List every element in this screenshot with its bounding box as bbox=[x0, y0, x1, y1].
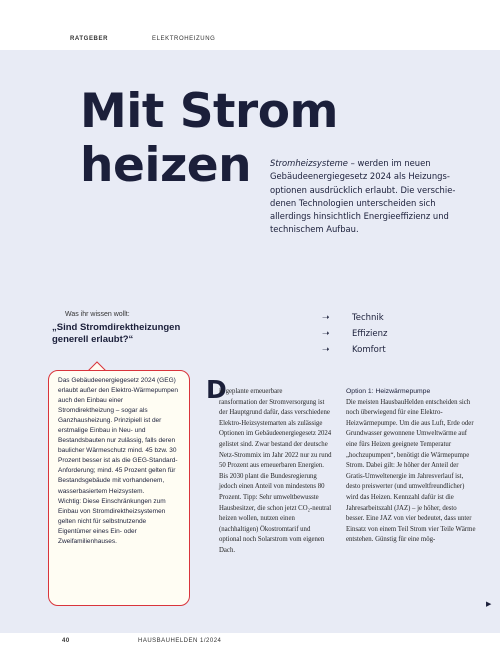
arrow-right-icon: ➝ bbox=[322, 313, 330, 323]
topic-item: ➝ Effizienz bbox=[322, 329, 388, 339]
answer-note: Wichtig: Diese Einschränkungen zum Einbau von Stromdirektheizsystemen gelten nicht für selbstnutzende Eigentümer eines Ein- oder Zweifamilienhauses. bbox=[58, 497, 166, 545]
body-paragraph: ransformation der Stromversorgung ist der Hauptgrund dafür, dass verschiedene Elektro-Heizsystemarten als zulässige Optionen im Gebäudeenergiegesetz 2024 gelistet sind. Zwar bestand der deutsche Netz-Strommix im Jahr 2022 nur zu rund 50 Prozent aus erneuerbaren Energien. Bis 2030 plant die Bundesregierung jedoch einen Anteil von mindestens 80 Prozent. Tipp: Sehr umweltbewusste Hausbesitzer, die schon jetzt CO₂-neutral heizen wollen, nutzen einen (nachhaltigen) Ökostromtarif und optional noch Solarstrom vom eigenen Dach. bbox=[219, 398, 332, 554]
lead-text: – werden im neuen Gebäudeenergiegesetz 2024 als Heizungsoptionen ausdrücklich erlaubt. Die verschiedenen Technologien unterscheiden sich allerdings hinsichtlich Energieeffizienz und technischem Aufbau. bbox=[270, 158, 456, 235]
page-number: 40 bbox=[62, 638, 70, 644]
topic-item: ➝ Komfort bbox=[322, 345, 386, 355]
lead-paragraph bbox=[270, 157, 476, 237]
option-heading: Option 1: Heizwärmepumpe bbox=[346, 388, 431, 395]
section-label: RATGEBER bbox=[70, 36, 109, 42]
answer-box bbox=[48, 370, 190, 606]
dropcap: D bbox=[206, 375, 227, 404]
body-first-line: ie geplante erneuerbare bbox=[219, 388, 283, 395]
answer-paragraph: Das Gebäudeenergiegesetz 2024 (GEG) erlaubt außer den Elektro-Wärmepumpen auch den Einbau einer Stromdirektheizung – sogar als Ganzhausheizung. Prinzipiell ist der erstmalige Einbau in Neu- und Bestandsbauten nur zulässig, falls deren baulicher Wärmeschutz mind. 45 bzw. 30 Prozent besser ist als die GEG-Standard-Anforderung; mind. 45 Prozent gelten für Bestandsgebäude mit vorhandenem, wasserbasiertem Heizsystem. bbox=[58, 377, 178, 495]
title-line-2: heizen bbox=[80, 138, 252, 193]
topic-list bbox=[322, 310, 388, 358]
continue-triangle-icon: ▶ bbox=[486, 601, 492, 608]
body-paragraph: Die meisten HausbauHelden entscheiden sich noch überwiegend für eine Elektro-Heizwärmepumpe. Um die aus Luft, Erde oder Grundwasser gewonnene Umweltwärme auf eine fürs Heizen geeignete Temperatur „hochzupumpen“, benötigt die Wärmepumpe Strom. Dabei gilt: Je höher der Anteil der Gratis-Umweltenergie im Jahresverlauf ist, desto preiswerter (und umweltfreundlicher) wird das Heizen. Kennzahl dafür ist die Jahresarbeitszahl (JAZ) – je höher, desto besser. Eine JAZ von vier bedeutet, dass unter Einsatz von einem Teil Strom vier Teile Wärme entstehen. Günstig für eine mög- bbox=[346, 398, 476, 544]
question-text: „Sind Stromdirektheizungen generell erlaubt?“ bbox=[52, 322, 181, 345]
magazine-issue: HAUSBAUHELDEN 1/2024 bbox=[138, 638, 222, 644]
topic-item: ➝ Technik bbox=[322, 313, 384, 323]
arrow-right-icon: ➝ bbox=[322, 329, 330, 339]
arrow-right-icon: ➝ bbox=[322, 345, 330, 355]
lead-emphasis: Stromheizsysteme bbox=[270, 158, 348, 168]
title-line-1: Mit Strom bbox=[80, 84, 338, 139]
question-label: Was ihr wissen wollt: bbox=[65, 311, 130, 318]
body-column-1 bbox=[208, 387, 333, 557]
page-header bbox=[70, 36, 216, 42]
subsection-label: ELEKTROHEIZUNG bbox=[152, 36, 216, 42]
body-column-2 bbox=[346, 387, 476, 546]
page-footer bbox=[62, 638, 222, 644]
